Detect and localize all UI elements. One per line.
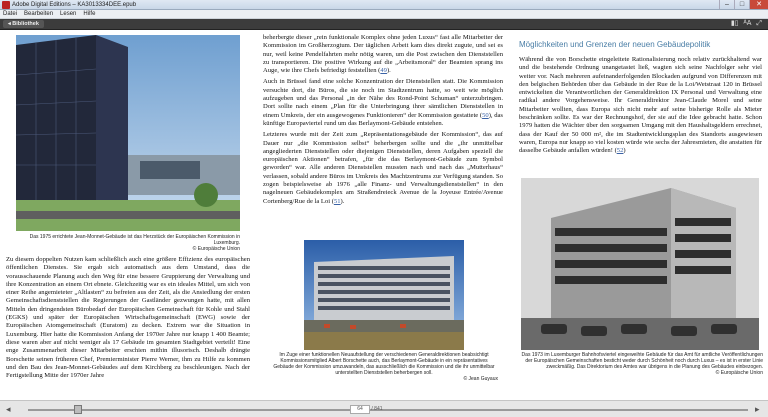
reader-toolbar bbox=[0, 19, 768, 30]
title-bar bbox=[0, 0, 768, 10]
paragraph: Letzteres wurde mit der Zeit zum „Repräsentationsgebäude der Kommission“, das auf Dauer nur „die Kommission selbst“ beherbergen sollte und die „ihr unmittelbar angegliederten Dienststellen oder diejenigen Dienststellen, deren Aufgaben speziell die europäischen Aktionen“ betrafen, „für die das Berlaymont-Gebäude zum Symbol geworden“ war. Alle anderen Dienststellen mussten nach und nach das „Mutterhaus“ verlassen, sobald andere Büros im Umkreis des Machtzentrums zur Verfügung standen. So zogen beispielsweise ab 1976 „alle Finanz- und Verwaltungsdienststellen“ in den nagelneuen Gebäudekomplex am Straßendreieck Avenue de la Joyeuse Entrée/Avenue Cortenberg/Rue de la Loi (51). bbox=[263, 131, 503, 205]
footnote-link-50[interactable]: 50 bbox=[482, 111, 489, 119]
middle-photo-caption: Im Zuge einer funktionellen Neuaufstellung der verschiedenen Generaldirektionen beabsichtigt Kommissionsmitglied Albert Borschette auch, das Berlaymont-Gebäude in ein repräsentatives Gebäude der Kommission umzuwandeln, das ausschließlich die Kommission und die ihr unmittelbar unterstellten Dienststellen beherbergen soll. © Jean Guyaux bbox=[270, 352, 498, 382]
section-heading: Möglichkeiten und Grenzen der neuen Gebäudepolitik bbox=[519, 40, 711, 49]
footnote-link-52[interactable]: 52 bbox=[616, 147, 624, 155]
bookmark-icon[interactable]: ▮▯ bbox=[730, 20, 739, 27]
library-button[interactable]: ◂ Bibliothek bbox=[3, 20, 44, 28]
window-title: Adobe Digital Editions – KA3013334DEE.epub bbox=[12, 2, 137, 8]
right-photo-credit: © Europäische Union bbox=[715, 370, 763, 376]
middle-photo-credit: © Jean Guyaux bbox=[463, 376, 498, 382]
right-photo-caption: Das 1973 im Luxemburger Bahnhofsviertel eingeweihte Gebäude für das Amt für amtliche Veröffentlichungen der Europäischen Gemeinschaften besticht weder durch Schönheit noch durch Luxus – es ist in erster Linie zweckmäßig. Das Direktorium des Amtes war übrigens in die Planung des Gebäudes einbezogen. © Europäische Union bbox=[521, 352, 763, 376]
menu-item-hilfe[interactable]: Hilfe bbox=[83, 11, 96, 17]
reading-pane bbox=[0, 30, 768, 400]
page-slider-track[interactable] bbox=[28, 409, 748, 411]
close-icon[interactable]: ✕ bbox=[749, 0, 768, 9]
left-photo-caption: Das 1975 errichtete Jean-Monnet-Gebäude ist das Herzstück der Europäischen Kommission in Luxemburg. © Europäische Union bbox=[16, 234, 240, 252]
menu-bar bbox=[0, 10, 768, 19]
footnote-link-49[interactable]: 49 bbox=[380, 67, 387, 75]
minimize-icon[interactable]: – bbox=[719, 0, 734, 9]
fullscreen-icon[interactable]: ⤢ bbox=[756, 20, 762, 27]
berlaymont-building-photo bbox=[304, 240, 464, 350]
publications-office-photo bbox=[521, 178, 759, 350]
middle-text-column bbox=[263, 34, 503, 209]
window-controls bbox=[719, 0, 768, 10]
footnote-link-51[interactable]: 51 bbox=[333, 197, 341, 205]
menu-item-lesen[interactable]: Lesen bbox=[60, 11, 77, 17]
paragraph: Auch in Brüssel fand eine solche Konzentration der Dienststellen statt. Die Kommission versuchte dort, die Büros, die sie noch im Stadtzentrum hatte, so weit wie möglich aufzugeben und das Personal „in der Nähe des Rond-Point Schuman“ unterzubringen. Dort sollte nach einem „Plan für die Unterbringung ihrer sämtlichen Dienststellen in einem Umkreis, der ein ausgewogenes Funktionieren“ der Kommission gestattete (50), das künftige Europaviertel rund um das Berlaymont-Gebäude entstehen. bbox=[263, 78, 503, 127]
page-indicator bbox=[350, 405, 383, 414]
font-size-icon[interactable]: ᴬA bbox=[743, 20, 752, 27]
left-text-column bbox=[6, 256, 250, 383]
page-total: / 841 bbox=[371, 406, 383, 412]
navigation-bar bbox=[0, 400, 768, 417]
left-photo-credit: © Europäische Union bbox=[192, 246, 240, 252]
paragraph: Zu diesem doppelten Nutzen kam schließlich auch eine größere Effizienz des europäischen öffentlichen Dienstes. Sie ergab sich automatisch aus dem Umstand, dass die vorausschauende Planung auch den Weg für eine bessere Gruppierung der Verwaltung und ihre Konzentration an einem Ort ebnete. Gleichzeitig war es ein ideales Mittel, um sich von einer Reihe angemieteter „Altlasten“ zu befreien aus der Zeit, als die Ansiedlung der ersten Gemeinschaftsdienststellen die Regierungen der Gastländer gezwungen hatte, mit allen Mitteln den dringendsten Bürobedarf der Europäischen Gemeinschaft für Kohle und Stahl (EGKS) und später der Europäischen Wirtschaftsgemeinschaft (EWG) sowie der Europäischen Atomgemeinschaft (Euratom) zu decken. Extrem war die Situation in Luxemburg. Hier hatte die Kommission Anfang der 1970er Jahre nur knapp 1 400 Beamte; diese waren aber auf nicht weniger als 17 Gebäude im gesamten Stadtgebiet verteilt! Eine enge Zusammenarbeit dieser Mitarbeiter erschien mithin illusorisch. Deshalb drängte Borschette seinen früheren Chef, Premierminister Pierre Werner, ihm zu Hilfe zu kommen und den Bau des Jean-Monnet-Gebäudes auf dem Kirchberg zu beschleunigen. Nach der Fertigstellung Mitte der 1970er Jahre bbox=[6, 256, 250, 380]
maximize-icon[interactable]: □ bbox=[734, 0, 749, 9]
jean-monnet-building-photo bbox=[16, 35, 240, 231]
menu-item-bearbeiten[interactable]: Bearbeiten bbox=[24, 11, 54, 17]
page-slider-thumb[interactable] bbox=[74, 405, 82, 414]
paragraph: beherbergte dieser „rein funktionale Komplex ohne jeden Luxus“ fast alle Mitarbeiter der Kommission im Großherzogtum. Der täglichen Arbeit kam dies direkt zugute, und sei es nur, weil keine Pendelfahrten mehr nötig waren, um die Post zwischen den Dienststellen zu transportieren. Die positive Wirkung auf die „Arbeitsmoral“ der Beamten sprang ins Auge, wie ihre Chefs befriedigt feststellten (49). bbox=[263, 34, 503, 75]
previous-page-icon[interactable]: ◂ bbox=[6, 404, 11, 414]
next-page-icon[interactable]: ▸ bbox=[755, 404, 760, 414]
paragraph: Während die von Borschette eingeleitete Rationalisierung noch relativ zurückhaltend war und die bestehende Ordnung unangetastet ließ, wagten sich seine Nachfolger sehr viel weiter vor. Nach mehreren aufeinanderfolgenden Blockaden aufgrund von Differenzen mit den belgischen Behörden über das Gebäude in der Rue de la Loi/Wetstraat 120 in Brüssel entwickelten die Verantwortlichen der Generaldirektion IX Personal und Verwaltung eine radikal andere Vorgehensweise. Ihr Generaldirektor Jean-Claude Morel und seine Mitarbeiter wollten, dass Europa sich nicht mehr auf seine bisherige Rolle als Mieter beschränken sollte. Es war der Rechnungshof, der sie auf die Idee gebracht hatte. Schon 1979 hatten die Wächter über den sorgsamen Umgang mit den Haushaltsgeldern errechnet, dass der Kauf der 50 000 m², die im Stadtentwicklungsplan des Standorts ausgewiesen waren, Europa nur knapp so viel kosten würde wie sechs der Jahresmieten, die anstatten für dasselbe Gebäude anfallen würden! (52) bbox=[519, 56, 762, 155]
right-text-column bbox=[519, 56, 762, 159]
menu-item-datei[interactable]: Datei bbox=[3, 11, 18, 17]
page-number-input[interactable]: 64 bbox=[350, 405, 370, 414]
app-icon bbox=[2, 1, 10, 9]
